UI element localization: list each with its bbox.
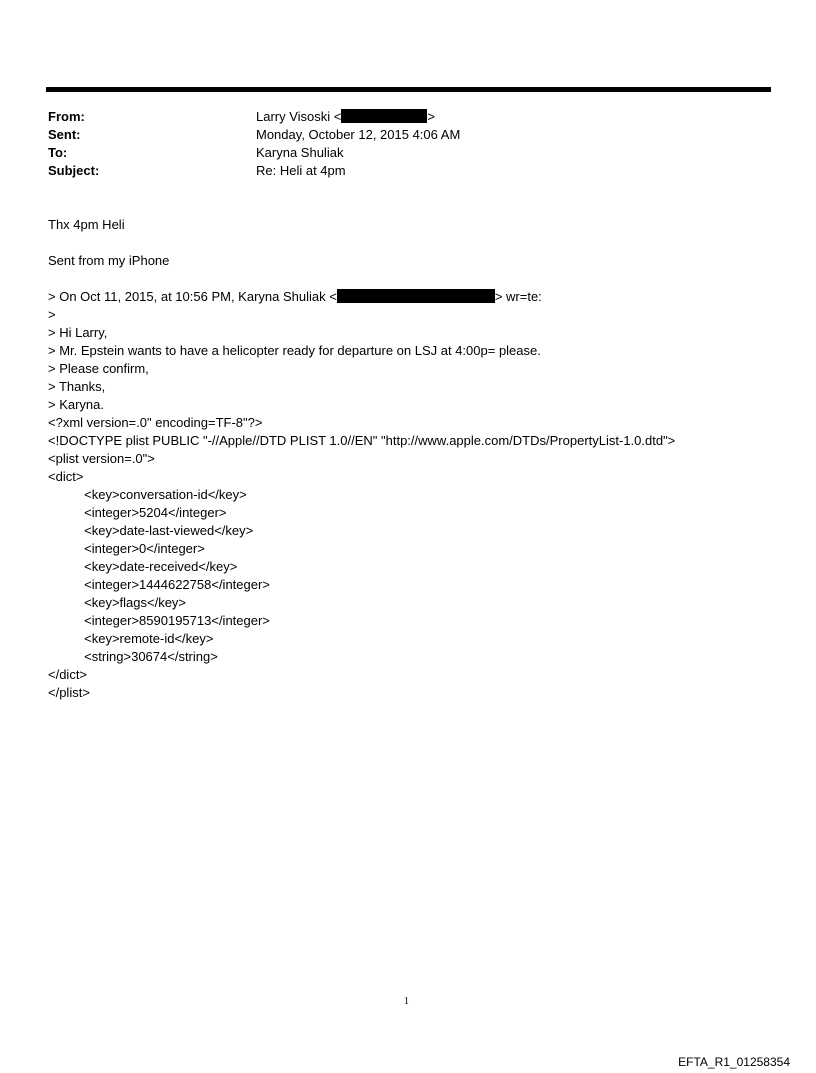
plist-line: <key>remote-id</key> <box>48 631 214 646</box>
body-line: Thx 4pm Heli <box>48 217 125 232</box>
quoted-line: > Thanks, <box>48 379 106 394</box>
plist-line: </plist> <box>48 685 90 700</box>
from-close: > <box>427 109 435 124</box>
plist-line: </dict> <box>48 667 88 682</box>
plist-line: <?xml version=.0" encoding=TF-8"?> <box>48 415 263 430</box>
from-label: From: <box>48 109 85 124</box>
plist-line: <integer>1444622758</integer> <box>48 577 270 592</box>
plist-line: <dict> <box>48 469 84 484</box>
redaction-block <box>337 289 495 303</box>
quoted-line: > Karyna. <box>48 397 105 412</box>
from-name: Larry Visoski < <box>256 109 342 124</box>
body-line: Sent from my iPhone <box>48 253 170 268</box>
plist-line: <key>date-received</key> <box>48 559 238 574</box>
subject-value: Re: Heli at 4pm <box>256 163 346 178</box>
header-rule <box>46 87 771 92</box>
quoted-line: > Mr. Epstein wants to have a helicopter ready for departure on LSJ at 4:00p= please. <box>48 343 541 358</box>
to-value: Karyna Shuliak <box>256 145 344 160</box>
plist-line: <integer>8590195713</integer> <box>48 613 270 628</box>
plist-line: <key>date-last-viewed</key> <box>48 523 254 538</box>
quoted-line: > Please confirm, <box>48 361 149 376</box>
quote-intro <box>48 288 542 306</box>
quote-intro-before: > On Oct 11, 2015, at 10:56 PM, Karyna Shuliak < <box>48 289 337 304</box>
plist-line: <integer>5204</integer> <box>48 505 227 520</box>
quoted-line: > <box>48 307 56 322</box>
sent-label: Sent: <box>48 127 81 142</box>
redaction-block <box>341 109 427 123</box>
quote-intro-after: > wr=te: <box>494 289 542 304</box>
plist-line: <integer>0</integer> <box>48 541 205 556</box>
subject-label: Subject: <box>48 163 100 178</box>
plist-line: <string>30674</string> <box>48 649 218 664</box>
to-label: To: <box>48 145 68 160</box>
page-number: 1 <box>404 996 409 1007</box>
from-value <box>256 108 435 126</box>
sent-value: Monday, October 12, 2015 4:06 AM <box>256 127 461 142</box>
plist-line: <plist version=.0"> <box>48 451 155 466</box>
plist-line: <key>conversation-id</key> <box>48 487 247 502</box>
document-id: EFTA_R1_01258354 <box>678 1055 790 1069</box>
plist-line: <!DOCTYPE plist PUBLIC "-//Apple//DTD PLIST 1.0//EN" "http://www.apple.com/DTDs/PropertyList-1.0.dtd"> <box>48 433 676 448</box>
plist-line: <key>flags</key> <box>48 595 187 610</box>
quoted-line: > Hi Larry, <box>48 325 108 340</box>
